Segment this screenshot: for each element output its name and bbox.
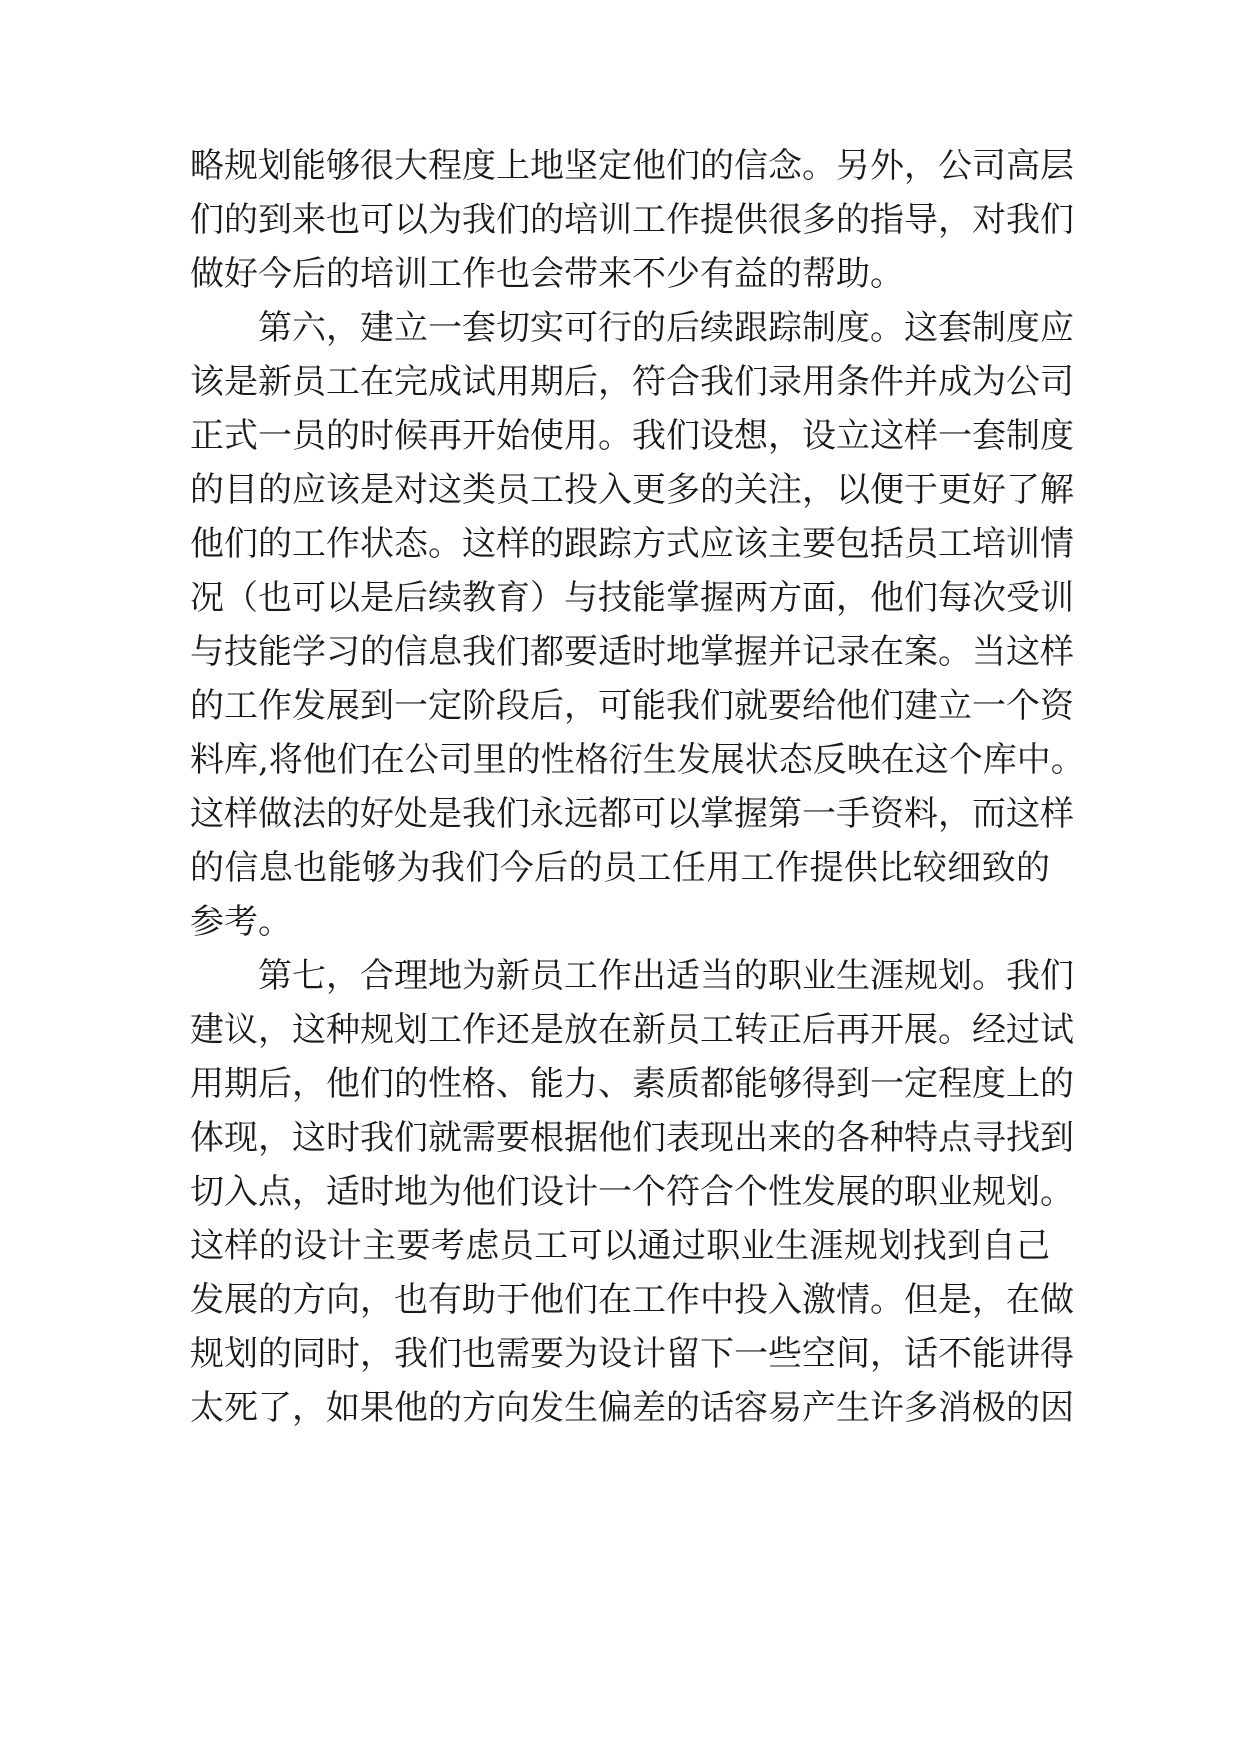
text-line: 该是新员工在完成试用期后，符合我们录用条件并成为公司 — [190, 362, 1074, 402]
paragraph-six-first-line: 第六，建立一套切实可行的后续跟踪制度。这套制度应 — [258, 308, 1074, 348]
text-line: 太死了，如果他的方向发生偏差的话容易产生许多消极的因 — [190, 1388, 1074, 1428]
text-line: 规划的同时，我们也需要为设计留下一些空间，话不能讲得 — [190, 1334, 1074, 1374]
text-line: 这样做法的好处是我们永远都可以掌握第一手资料，而这样 — [190, 794, 1074, 834]
paragraph-seven-first-line: 第七，合理地为新员工作出适当的职业生涯规划。我们 — [258, 956, 1074, 996]
text-line: 的工作发展到一定阶段后，可能我们就要给他们建立一个资 — [190, 686, 1074, 726]
text-line: 参考。 — [190, 902, 292, 942]
text-line: 们的到来也可以为我们的培训工作提供很多的指导，对我们 — [190, 200, 1074, 240]
text-line: 用期后，他们的性格、能力、素质都能够得到一定程度上的 — [190, 1064, 1074, 1104]
text-line: 的信息也能够为我们今后的员工任用工作提供比较细致的 — [190, 848, 1050, 888]
text-line: 与技能学习的信息我们都要适时地掌握并记录在案。当这样 — [190, 632, 1074, 672]
text-line: 这样的设计主要考虑员工可以通过职业生涯规划找到自己 — [190, 1226, 1050, 1266]
text-line: 做好今后的培训工作也会带来不少有益的帮助。 — [190, 254, 904, 294]
text-line: 正式一员的时候再开始使用。我们设想，设立这样一套制度 — [190, 416, 1074, 456]
text-line: 略规划能够很大程度上地坚定他们的信念。另外，公司高层 — [190, 146, 1074, 186]
text-line: 切入点，适时地为他们设计一个符合个性发展的职业规划。 — [190, 1172, 1074, 1212]
text-line: 建议，这种规划工作还是放在新员工转正后再开展。经过试 — [190, 1010, 1074, 1050]
text-line: 发展的方向，也有助于他们在工作中投入激情。但是，在做 — [190, 1280, 1074, 1320]
text-line: 的目的应该是对这类员工投入更多的关注，以便于更好了解 — [190, 470, 1074, 510]
text-line: 他们的工作状态。这样的跟踪方式应该主要包括员工培训情 — [190, 524, 1074, 564]
text-line: 料库,将他们在公司里的性格衍生发展状态反映在这个库中。 — [190, 740, 1085, 780]
text-line: 况（也可以是后续教育）与技能掌握两方面，他们每次受训 — [190, 578, 1074, 618]
text-line: 体现，这时我们就需要根据他们表现出来的各种特点寻找到 — [190, 1118, 1074, 1158]
